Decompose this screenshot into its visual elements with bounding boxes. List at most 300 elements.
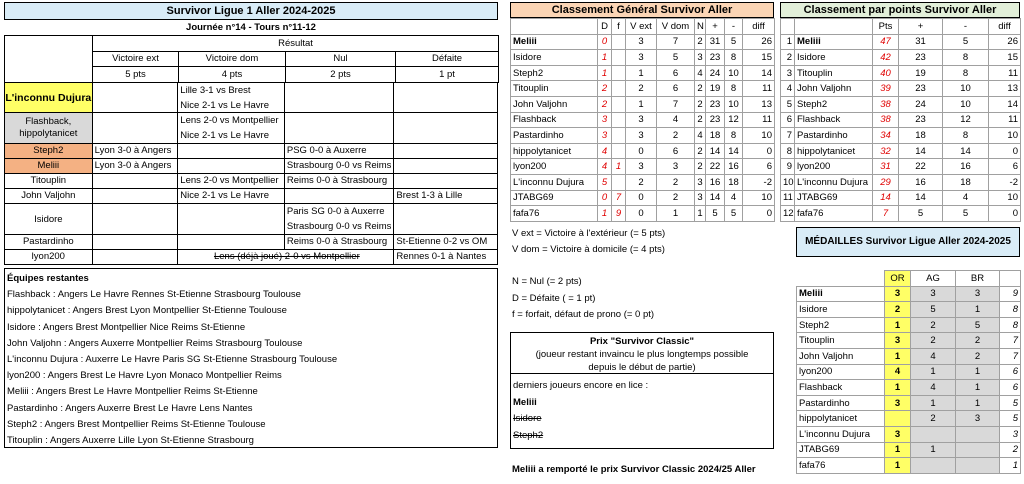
points-table	[780, 18, 1021, 222]
general-player: John Valjohn	[511, 96, 598, 112]
points-cell: 26	[989, 34, 1021, 50]
medailles-row	[797, 380, 1021, 396]
medailles-cell: 2	[956, 348, 1000, 364]
result-cell: Lille 3-1 vs Brest	[180, 85, 251, 96]
general-cell: 5	[725, 206, 743, 222]
medailles-row	[797, 364, 1021, 380]
equipes-title: Équipes restantes	[7, 273, 89, 284]
general-player: Flashback	[511, 112, 598, 128]
points-cell: 18	[899, 128, 943, 144]
points-row	[781, 128, 1021, 144]
general-cell: 23	[706, 96, 725, 112]
general-cell: 3	[598, 128, 612, 144]
points-cell: 14	[899, 143, 943, 159]
general-cell: 19	[706, 81, 725, 97]
general-cell: 5	[725, 34, 743, 50]
result-cell: St-Etienne 0-2 vs OM	[396, 236, 488, 247]
medailles-cell: 3	[1000, 426, 1021, 442]
general-player: Steph2	[511, 65, 598, 81]
result-cell: Paris SG 0-0 à Auxerre	[286, 206, 385, 217]
medailles-col-header: AG	[911, 271, 956, 287]
points-cell: 38	[873, 96, 899, 112]
general-cell: 2	[626, 81, 657, 97]
result-cell: Lyon 3-0 à Angers	[93, 159, 179, 173]
legend-item: V dom = Victoire à domicile (= 4 pts)	[512, 244, 665, 256]
medailles-cell: 5	[1000, 395, 1021, 411]
points-cell: 13	[989, 81, 1021, 97]
medailles-cell: 1	[956, 395, 1000, 411]
general-col-header: N	[695, 19, 706, 35]
general-cell: 2	[695, 34, 706, 50]
col-defaite: Défaite	[396, 51, 499, 67]
general-player: JTABG69	[511, 190, 598, 206]
general-cell: 14	[706, 190, 725, 206]
medailles-player: Pastardinho	[797, 395, 885, 411]
points-cell: 40	[873, 65, 899, 81]
result-cell: Nice 2-1 vs Le Havre	[180, 100, 269, 111]
result-cell: Rennes 0-1 à Nantes	[396, 251, 487, 262]
general-col-header: V dom	[657, 19, 695, 35]
general-cell: 3	[695, 50, 706, 66]
general-cell: 6	[657, 65, 695, 81]
general-cell: 26	[743, 34, 775, 50]
general-cell	[612, 81, 626, 97]
player-inconnu: L'inconnu Dujura	[5, 83, 93, 112]
medailles-cell: 3	[885, 333, 911, 349]
medailles-player: fafa76	[797, 458, 885, 474]
points-player: Flashback	[795, 112, 873, 128]
points-row	[781, 206, 1021, 222]
medailles-cell: 1	[885, 380, 911, 396]
points-cell: 7	[781, 128, 795, 144]
points-cell: 34	[873, 128, 899, 144]
prix-winner: Meliii a remporté le prix Survivor Classic 2024/25 Aller	[512, 464, 756, 475]
equipe-row: Meliii : Angers Brest Le Havre Montpellier Reims St-Etienne	[7, 386, 258, 398]
result-cell: Reims 0-0 à Strasbourg	[285, 174, 395, 188]
equipe-row: Pastardinho : Angers Auxerre Brest Le Havre Lens Nantes	[7, 402, 253, 414]
medailles-row	[797, 317, 1021, 333]
general-cell	[612, 50, 626, 66]
general-cell: 7	[657, 34, 695, 50]
player-steph2: Steph2	[5, 144, 93, 158]
general-cell: 14	[706, 143, 725, 159]
points-cell: 12	[943, 112, 989, 128]
general-cell: 0	[743, 143, 775, 159]
prix-player: Meliii	[513, 396, 537, 408]
points-cell: 1	[781, 34, 795, 50]
general-cell: 24	[706, 65, 725, 81]
medailles-cell: 1	[1000, 458, 1021, 474]
general-cell: 4	[598, 143, 612, 159]
general-cell: 4	[725, 190, 743, 206]
medailles-row	[797, 395, 1021, 411]
player-meliii: Meliii	[5, 159, 93, 173]
points-cell: 10	[781, 174, 795, 190]
general-cell: 31	[706, 34, 725, 50]
player-lyon200: lyon200	[5, 250, 93, 264]
general-row	[511, 65, 775, 81]
medailles-cell: 4	[885, 364, 911, 380]
points-cell: 7	[873, 206, 899, 222]
general-row	[511, 50, 775, 66]
points-cell: 10	[943, 96, 989, 112]
results-table	[4, 35, 499, 83]
points-cell: 6	[989, 159, 1021, 175]
general-player: fafa76	[511, 206, 598, 222]
result-cell: Lens 2-0 vs Montpellier	[178, 174, 285, 188]
medailles-cell: 2	[956, 333, 1000, 349]
points-cell: 0	[989, 206, 1021, 222]
general-cell: 1	[598, 206, 612, 222]
general-cell: -2	[743, 174, 775, 190]
general-cell: 0	[626, 143, 657, 159]
equipe-row: John Valjohn : Angers Auxerre Montpellier Reims Strasbourg Toulouse	[7, 337, 303, 349]
general-cell: 5	[598, 174, 612, 190]
points-cell: 14	[943, 143, 989, 159]
points-cell: 32	[873, 143, 899, 159]
medailles-player: hippolytanicet	[797, 411, 885, 427]
legend	[512, 226, 665, 323]
general-cell: 0	[626, 190, 657, 206]
player-isidore: Isidore	[5, 204, 93, 234]
general-cell: 6	[743, 159, 775, 175]
points-cell: 11	[781, 190, 795, 206]
medailles-row	[797, 426, 1021, 442]
general-player: lyon200	[511, 159, 598, 175]
general-cell: 15	[743, 50, 775, 66]
points-cell: 14	[873, 190, 899, 206]
general-cell: 5	[657, 50, 695, 66]
points-cell: 11	[989, 112, 1021, 128]
general-cell: 23	[706, 112, 725, 128]
medailles-cell: 5	[1000, 411, 1021, 427]
points-row	[781, 174, 1021, 190]
general-cell: 1	[626, 96, 657, 112]
points-player: Steph2	[795, 96, 873, 112]
points-cell: 23	[899, 50, 943, 66]
general-player: Meliii	[511, 34, 598, 50]
medailles-cell	[911, 426, 956, 442]
general-cell: 1	[626, 65, 657, 81]
result-cell: Lens (déjà joué) 2-0 vs Montpellier	[178, 250, 394, 264]
medailles-cell: 5	[956, 317, 1000, 333]
points-cell: 23	[899, 112, 943, 128]
points-cell: 38	[873, 112, 899, 128]
general-cell: 10	[743, 128, 775, 144]
result-cell: Reims 0-0 à Strasbourg	[285, 235, 395, 249]
medailles-cell: 1	[885, 348, 911, 364]
general-cell: 10	[725, 65, 743, 81]
medailles-cell: 3	[956, 411, 1000, 427]
prix-box	[510, 332, 774, 374]
general-cell: 2	[695, 96, 706, 112]
medailles-col-header: BR	[956, 271, 1000, 287]
general-cell: 14	[743, 65, 775, 81]
general-cell: 0	[743, 206, 775, 222]
medailles-cell: 1	[956, 302, 1000, 318]
points-col-header: Pts	[873, 19, 899, 35]
medailles-cell: 2	[885, 302, 911, 318]
points-cell: 47	[873, 34, 899, 50]
points-cell: 14	[989, 96, 1021, 112]
points-cell: 39	[873, 81, 899, 97]
medailles-row	[797, 302, 1021, 318]
medailles-player: Isidore	[797, 302, 885, 318]
legend-item: f = forfait, défaut de prono (= 0 pt)	[512, 308, 655, 320]
legend-item: D = Défaite ( = 1 pt)	[512, 292, 596, 304]
medailles-cell	[956, 458, 1000, 474]
general-cell: 3	[598, 112, 612, 128]
medailles-player: Titouplin	[797, 333, 885, 349]
medailles-cell: 2	[911, 411, 956, 427]
medailles-cell	[956, 426, 1000, 442]
general-cell: 2	[626, 174, 657, 190]
medailles-cell	[911, 458, 956, 474]
general-col-header: f	[612, 19, 626, 35]
equipes-box	[4, 268, 498, 448]
player-titouplin: Titouplin	[5, 174, 93, 188]
general-cell: 12	[725, 112, 743, 128]
points-cell: 10	[943, 81, 989, 97]
general-row	[511, 159, 775, 175]
pts-vext: 5 pts	[93, 67, 179, 83]
medailles-row	[797, 333, 1021, 349]
general-cell	[612, 174, 626, 190]
medailles-player: L'inconnu Dujura	[797, 426, 885, 442]
medailles-cell: 6	[1000, 380, 1021, 396]
general-cell: 4	[695, 65, 706, 81]
result-cell: Lyon 3-0 à Angers	[93, 144, 179, 158]
medailles-cell: 1	[956, 380, 1000, 396]
general-cell	[612, 65, 626, 81]
general-col-header: V ext	[626, 19, 657, 35]
medailles-cell: 8	[1000, 302, 1021, 318]
general-cell: 11	[743, 81, 775, 97]
medailles-cell: 3	[885, 286, 911, 302]
points-cell: 10	[989, 128, 1021, 144]
general-col-header: +	[706, 19, 725, 35]
points-col-header: -	[943, 19, 989, 35]
general-cell: 3	[626, 159, 657, 175]
general-cell: 14	[725, 143, 743, 159]
legend-item: V ext = Victoire à l'extérieur (= 5 pts)	[512, 228, 666, 239]
result-cell: Nice 2-1 vs Le Havre	[180, 130, 269, 141]
general-cell: 16	[706, 174, 725, 190]
general-cell: 10	[743, 190, 775, 206]
prix-en-lice: derniers joueurs encore en lice :	[513, 380, 649, 391]
medailles-cell: 9	[1000, 286, 1021, 302]
medailles-cell: 1	[911, 395, 956, 411]
medailles-cell: 7	[1000, 348, 1021, 364]
player-rows	[4, 82, 498, 265]
general-row	[511, 174, 775, 190]
general-cell: 3	[626, 50, 657, 66]
points-cell: 10	[989, 190, 1021, 206]
medailles-player: Steph2	[797, 317, 885, 333]
points-cell: 18	[943, 174, 989, 190]
general-cell: 7	[612, 190, 626, 206]
general-cell: 1	[598, 65, 612, 81]
points-player: lyon200	[795, 159, 873, 175]
medailles-cell: 1	[911, 364, 956, 380]
points-cell: 23	[899, 81, 943, 97]
points-player: L'inconnu Dujura	[795, 174, 873, 190]
general-cell: 2	[695, 112, 706, 128]
medailles-cell: 2	[911, 317, 956, 333]
general-cell: 3	[695, 174, 706, 190]
general-cell: 11	[743, 112, 775, 128]
general-row	[511, 190, 775, 206]
points-cell: 19	[899, 65, 943, 81]
medailles-title: MÉDAILLES Survivor Ligue Aller 2024-2025	[796, 227, 1020, 257]
medailles-cell: 1	[911, 442, 956, 458]
general-row	[511, 128, 775, 144]
general-cell: 18	[706, 128, 725, 144]
general-cell: 3	[695, 190, 706, 206]
medailles-player: lyon200	[797, 364, 885, 380]
points-row	[781, 81, 1021, 97]
points-cell: 31	[873, 159, 899, 175]
points-cell: 16	[943, 159, 989, 175]
player-john: John Valjohn	[5, 189, 93, 203]
general-cell: 18	[725, 174, 743, 190]
prix-desc2: depuis le début de partie)	[588, 362, 696, 373]
general-cell: 3	[657, 159, 695, 175]
medailles-player: Meliii	[797, 286, 885, 302]
pts-defaite: 1 pt	[396, 67, 499, 83]
points-row	[781, 190, 1021, 206]
general-row	[511, 96, 775, 112]
points-cell: 5	[943, 34, 989, 50]
general-row	[511, 206, 775, 222]
medailles-cell: 1	[885, 317, 911, 333]
left-subtitle: Journée n°14 - Tours n°11-12	[186, 22, 316, 33]
equipe-row: Steph2 : Angers Brest Montpellier Reims St-Etienne Toulouse	[7, 418, 266, 430]
points-cell: 8	[943, 65, 989, 81]
general-cell: 5	[706, 206, 725, 222]
points-cell: 16	[899, 174, 943, 190]
points-cell: 12	[781, 206, 795, 222]
general-cell: 22	[706, 159, 725, 175]
points-player: fafa76	[795, 206, 873, 222]
general-cell: 8	[725, 128, 743, 144]
points-player: Titouplin	[795, 65, 873, 81]
general-cell: 2	[598, 96, 612, 112]
general-cell: 1	[612, 159, 626, 175]
medailles-cell: 3	[956, 286, 1000, 302]
equipe-row: Isidore : Angers Brest Montpellier Nice Reims St-Etienne	[7, 321, 246, 333]
general-cell: 1	[598, 50, 612, 66]
general-player: Isidore	[511, 50, 598, 66]
points-row	[781, 34, 1021, 50]
general-col-header: -	[725, 19, 743, 35]
medailles-cell: 2	[1000, 442, 1021, 458]
points-cell: 3	[781, 65, 795, 81]
general-cell: 1	[695, 206, 706, 222]
general-player: Titouplin	[511, 81, 598, 97]
general-col-header: diff	[743, 19, 775, 35]
points-player: Isidore	[795, 50, 873, 66]
points-row	[781, 112, 1021, 128]
general-cell: 2	[657, 174, 695, 190]
general-cell: 13	[743, 96, 775, 112]
prix-player: Steph2	[513, 429, 544, 441]
points-title: Classement par points Survivor Aller	[780, 2, 1020, 18]
result-cell: PSG 0-0 à Auxerre	[285, 144, 395, 158]
points-row	[781, 96, 1021, 112]
points-player: John Valjohn	[795, 81, 873, 97]
points-cell: 11	[989, 65, 1021, 81]
medailles-cell: 5	[911, 302, 956, 318]
points-cell: 22	[899, 159, 943, 175]
points-col-header: +	[899, 19, 943, 35]
points-row	[781, 159, 1021, 175]
pts-nul: 2 pts	[286, 67, 396, 83]
points-player: Pastardinho	[795, 128, 873, 144]
points-cell: 5	[899, 206, 943, 222]
prix-list	[510, 374, 774, 449]
general-cell: 8	[725, 81, 743, 97]
medailles-cell: 6	[1000, 364, 1021, 380]
player-pastardinho: Pastardinho	[5, 235, 93, 249]
equipe-row: Titouplin : Angers Auxerre Lille Lyon St-Etienne Strasbourg	[7, 435, 254, 447]
medailles-cell: 4	[911, 380, 956, 396]
medailles-row	[797, 286, 1021, 302]
general-cell	[612, 128, 626, 144]
general-player: Pastardinho	[511, 128, 598, 144]
medailles-player: JTABG69	[797, 442, 885, 458]
general-cell: 3	[626, 112, 657, 128]
medailles-cell: 2	[911, 333, 956, 349]
general-cell: 16	[725, 159, 743, 175]
points-cell: 6	[781, 112, 795, 128]
result-cell: Brest 1-3 à Lille	[396, 190, 463, 201]
general-cell: 6	[657, 81, 695, 97]
equipe-row: Flashback : Angers Le Havre Rennes St-Etienne Strasbourg Toulouse	[7, 289, 301, 301]
general-row	[511, 112, 775, 128]
medailles-cell: 3	[885, 426, 911, 442]
result-cell: Strasbourg 0-0 vs Reims	[285, 159, 395, 173]
general-cell: 0	[598, 34, 612, 50]
general-cell: 2	[695, 143, 706, 159]
general-cell: 2	[695, 159, 706, 175]
general-player: hippolytanicet	[511, 143, 598, 159]
general-cell: 1	[657, 206, 695, 222]
general-row	[511, 81, 775, 97]
general-cell: 23	[706, 50, 725, 66]
medailles-col-header: OR	[885, 271, 911, 287]
col-vext: Victoire ext	[93, 51, 179, 67]
pts-vdom: 4 pts	[179, 67, 286, 83]
left-title-text: Survivor Ligue 1 Aller 2024-2025	[166, 5, 336, 17]
general-cell: 2	[598, 81, 612, 97]
points-cell: 24	[899, 96, 943, 112]
equipe-row: hippolytanicet : Angers Brest Lyon Montpellier St-Etienne Toulouse	[7, 305, 287, 317]
general-title: Classement Général Survivor Aller	[510, 2, 774, 18]
points-player: hippolytanicet	[795, 143, 873, 159]
general-cell	[612, 34, 626, 50]
medailles-table	[796, 270, 1021, 474]
medailles-cell: 1	[885, 442, 911, 458]
equipe-row: lyon200 : Angers Brest Le Havre Lyon Monaco Montpellier Reims	[7, 370, 282, 382]
general-row	[511, 34, 775, 50]
medailles-cell: 3	[885, 395, 911, 411]
legend-item: N = Nul (= 2 pts)	[512, 276, 582, 288]
general-cell: 4	[598, 159, 612, 175]
points-cell: -2	[989, 174, 1021, 190]
general-cell: 8	[725, 50, 743, 66]
points-cell: 8	[943, 50, 989, 66]
